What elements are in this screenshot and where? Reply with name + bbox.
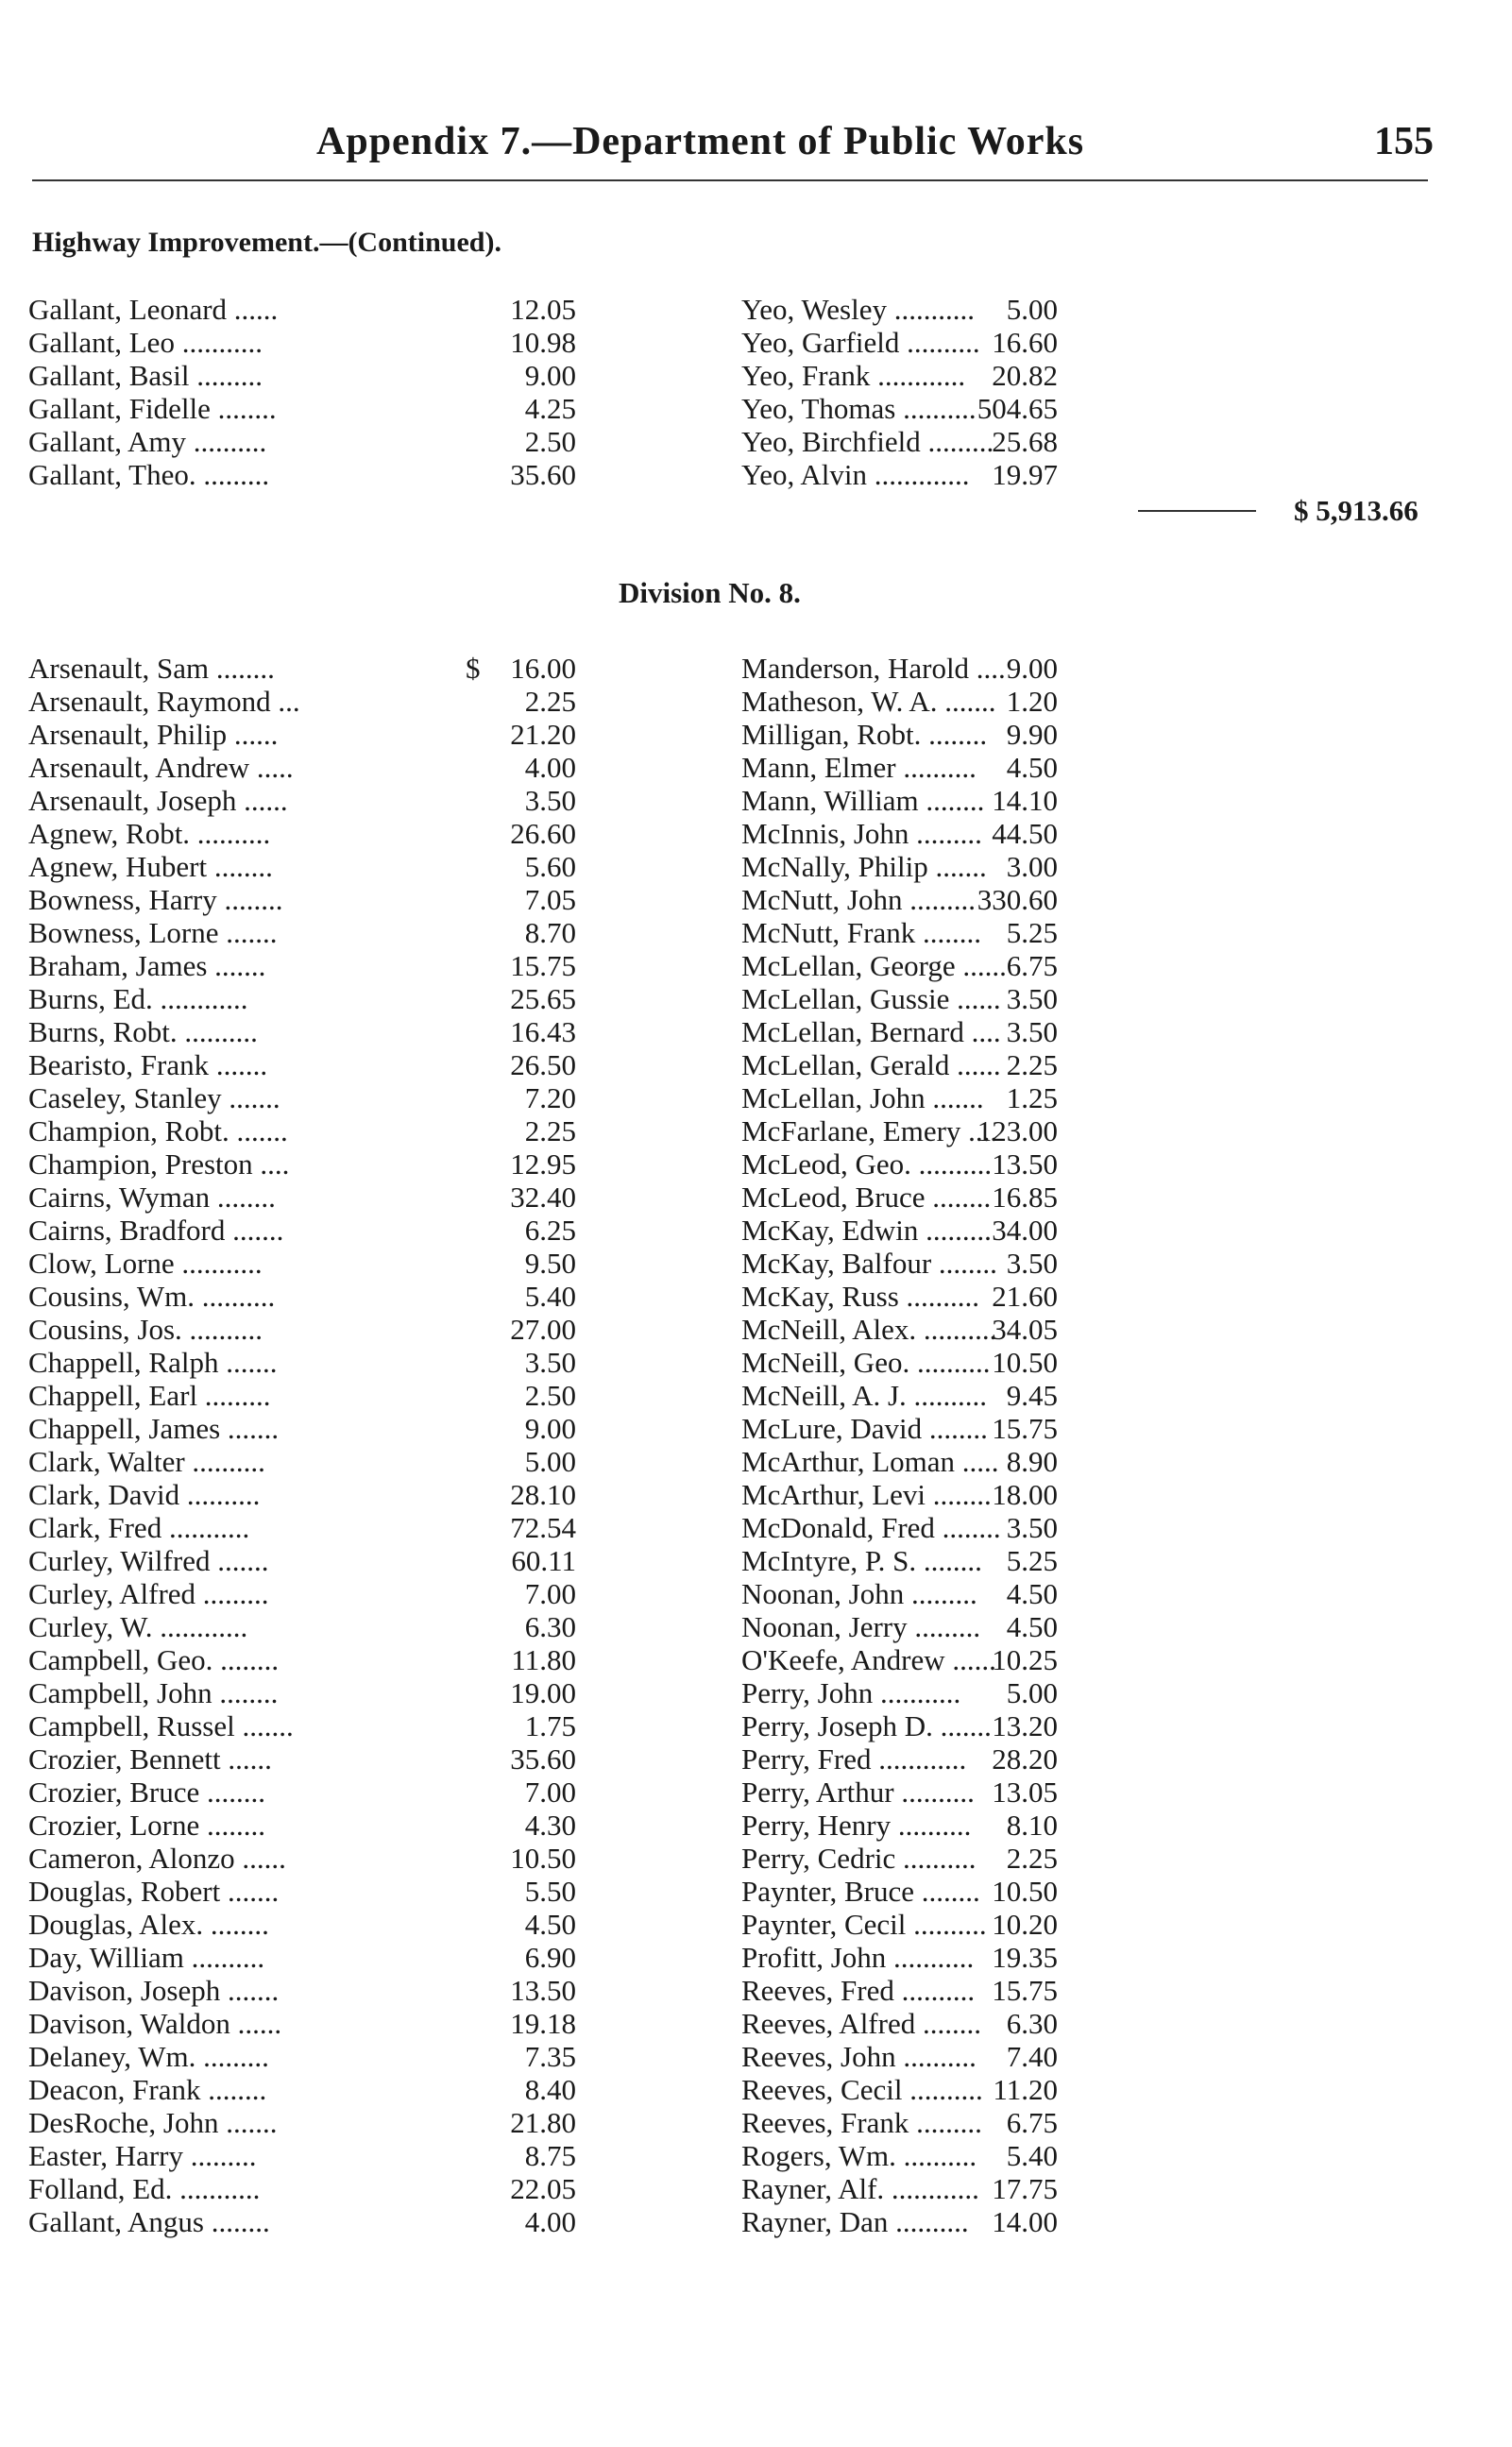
payee-name: Arsenault, Sam ........	[28, 652, 275, 685]
payee-amount: 2.25	[1006, 1048, 1058, 1081]
payee-amount: 7.00	[524, 1577, 576, 1610]
payee-name: Reeves, John ..........	[741, 2040, 977, 2073]
payee-amount: 28.20	[992, 1742, 1058, 1776]
dollar-sign: $	[466, 652, 481, 685]
payee-amount: 5.40	[524, 1280, 576, 1313]
payee-name: Matheson, W. A. .......	[741, 685, 996, 718]
payee-name: McKay, Russ ..........	[741, 1280, 980, 1313]
payee-amount: 6.90	[524, 1941, 576, 1974]
payee-name: Yeo, Wesley ...........	[741, 293, 975, 326]
payee-amount: 14.10	[992, 784, 1058, 817]
payee-amount: 9.00	[524, 1412, 576, 1445]
payee-name: Perry, Fred ............	[741, 1742, 967, 1776]
payee-amount: 12.05	[510, 293, 576, 326]
payee-amount: 35.60	[510, 458, 576, 491]
payee-amount: 13.20	[992, 1709, 1058, 1742]
payee-amount: 3.50	[524, 1346, 576, 1379]
payee-name: Burns, Robt. ..........	[28, 1015, 258, 1048]
payee-name: Gallant, Leonard ......	[28, 293, 279, 326]
payee-name: McLellan, Gussie ......	[741, 982, 1001, 1015]
payee-name: Crozier, Bruce ........	[28, 1776, 265, 1809]
payee-amount: 7.35	[524, 2040, 576, 2073]
payee-amount: 32.40	[510, 1181, 576, 1214]
payee-amount: 9.45	[1006, 1379, 1058, 1412]
payee-amount: 4.25	[524, 392, 576, 425]
payee-amount: 1.20	[1006, 685, 1058, 718]
payee-name: Curley, W. ............	[28, 1610, 248, 1643]
payee-name: McLeod, Bruce ........	[741, 1181, 992, 1214]
payee-name: Delaney, Wm. .........	[28, 2040, 269, 2073]
payee-name: Reeves, Frank .........	[741, 2106, 982, 2139]
payee-name: Gallant, Leo ...........	[28, 326, 263, 359]
payee-name: Noonan, John .........	[741, 1577, 977, 1610]
payee-name: McFarlane, Emery ....	[741, 1114, 998, 1147]
payee-name: Perry, John ...........	[741, 1676, 961, 1709]
payee-amount: 4.00	[524, 2205, 576, 2238]
payee-amount: 16.43	[510, 1015, 576, 1048]
payee-amount: 8.40	[524, 2073, 576, 2106]
payee-amount: 10.50	[992, 1875, 1058, 1908]
payee-name: Profitt, John ...........	[741, 1941, 975, 1974]
payee-name: McNeill, Alex. ..........	[741, 1313, 997, 1346]
payee-amount: 21.60	[992, 1280, 1058, 1313]
payee-name: Rogers, Wm. ..........	[741, 2139, 977, 2172]
payee-name: Yeo, Garfield ..........	[741, 326, 980, 359]
payee-name: Chappell, James .......	[28, 1412, 280, 1445]
payee-amount: 7.00	[524, 1776, 576, 1809]
payee-amount: 16.60	[992, 326, 1058, 359]
payee-amount: 6.75	[1006, 949, 1058, 982]
payee-amount: 28.10	[510, 1478, 576, 1511]
payee-name: McNutt, Frank ........	[741, 916, 982, 949]
payee-name: Cameron, Alonzo ......	[28, 1842, 286, 1875]
payee-amount: 3.50	[1006, 1511, 1058, 1544]
payee-amount: 9.50	[524, 1247, 576, 1280]
payee-amount: 8.90	[1006, 1445, 1058, 1478]
payee-amount: 26.50	[510, 1048, 576, 1081]
payee-name: Curley, Wilfred .......	[28, 1544, 269, 1577]
payee-amount: 4.50	[524, 1908, 576, 1941]
payee-name: Mann, William ........	[741, 784, 985, 817]
payee-amount: 504.65	[977, 392, 1058, 425]
payee-amount: 2.50	[524, 425, 576, 458]
payee-amount: 21.80	[510, 2106, 576, 2139]
payee-name: Manderson, Harold ....	[741, 652, 1006, 685]
payee-amount: 3.50	[1006, 1015, 1058, 1048]
payee-amount: 16.85	[992, 1181, 1058, 1214]
payee-amount: 27.00	[510, 1313, 576, 1346]
payee-name: McNeill, A. J. ..........	[741, 1379, 988, 1412]
payee-name: McNeill, Geo. ..........	[741, 1346, 991, 1379]
payee-name: Mann, Elmer ..........	[741, 751, 977, 784]
payee-name: Noonan, Jerry .........	[741, 1610, 981, 1643]
payee-name: Champion, Robt. .......	[28, 1114, 288, 1147]
payee-amount: 3.50	[1006, 1247, 1058, 1280]
payee-name: Davison, Joseph .......	[28, 1974, 280, 2007]
payee-amount: 4.00	[524, 751, 576, 784]
payee-name: McKay, Edwin .........	[741, 1214, 992, 1247]
payee-amount: 15.75	[510, 949, 576, 982]
payee-name: Cairns, Bradford .......	[28, 1214, 284, 1247]
payee-amount: 13.50	[992, 1147, 1058, 1181]
payee-name: Arsenault, Raymond ...	[28, 685, 300, 718]
payee-amount: 5.00	[524, 1445, 576, 1478]
payee-name: Agnew, Robt. ..........	[28, 817, 271, 850]
payee-amount: 10.20	[992, 1908, 1058, 1941]
payee-amount: 8.70	[524, 916, 576, 949]
payee-name: DesRoche, John .......	[28, 2106, 278, 2139]
payee-name: Cairns, Wyman ........	[28, 1181, 276, 1214]
payee-amount: 8.75	[524, 2139, 576, 2172]
payee-name: Campbell, Geo. ........	[28, 1643, 280, 1676]
payee-name: Rayner, Dan ..........	[741, 2205, 969, 2238]
payee-name: McLellan, John .......	[741, 1081, 984, 1114]
payee-name: Clark, Fred ...........	[28, 1511, 250, 1544]
payee-amount: 6.30	[524, 1610, 576, 1643]
payee-name: Douglas, Robert .......	[28, 1875, 280, 1908]
payee-amount: 14.00	[992, 2205, 1058, 2238]
payee-name: Braham, James .......	[28, 949, 266, 982]
payee-amount: 35.60	[510, 1742, 576, 1776]
payee-name: McLeod, Geo. ..........	[741, 1147, 993, 1181]
payee-amount: 5.50	[524, 1875, 576, 1908]
payee-name: Yeo, Frank ............	[741, 359, 966, 392]
payee-name: Deacon, Frank ........	[28, 2073, 267, 2106]
payee-name: Agnew, Hubert ........	[28, 850, 273, 883]
payee-name: Easter, Harry .........	[28, 2139, 257, 2172]
payee-amount: 330.60	[977, 883, 1058, 916]
payee-name: McNally, Philip .......	[741, 850, 987, 883]
payee-name: Chappell, Ralph .......	[28, 1346, 278, 1379]
payee-name: Yeo, Thomas ..........	[741, 392, 977, 425]
payee-amount: 19.35	[992, 1941, 1058, 1974]
payee-name: Reeves, Alfred ........	[741, 2007, 981, 2040]
header-divider	[32, 179, 1428, 181]
payee-amount: 10.25	[992, 1643, 1058, 1676]
payee-name: Clark, Walter ..........	[28, 1445, 265, 1478]
payee-amount: 5.00	[1006, 1676, 1058, 1709]
payee-name: Crozier, Bennett ......	[28, 1742, 272, 1776]
payee-amount: 4.50	[1006, 751, 1058, 784]
payee-name: Gallant, Amy ..........	[28, 425, 267, 458]
payee-name: McArthur, Loman .....	[741, 1445, 999, 1478]
payee-amount: 5.00	[1006, 293, 1058, 326]
payee-name: Clark, David ..........	[28, 1478, 261, 1511]
payee-amount: 19.18	[510, 2007, 576, 2040]
payee-amount: 26.60	[510, 817, 576, 850]
payee-amount: 25.65	[510, 982, 576, 1015]
payee-name: Gallant, Theo. .........	[28, 458, 270, 491]
payee-name: McLellan, Gerald ......	[741, 1048, 1001, 1081]
payee-name: Yeo, Alvin .............	[741, 458, 970, 491]
payee-name: Paynter, Cecil ..........	[741, 1908, 987, 1941]
payee-amount: 44.50	[992, 817, 1058, 850]
payee-amount: 19.97	[992, 458, 1058, 491]
payee-amount: 9.00	[524, 359, 576, 392]
payee-name: Arsenault, Joseph ......	[28, 784, 288, 817]
payee-name: Chappell, Earl .........	[28, 1379, 271, 1412]
division-heading: Division No. 8.	[619, 576, 801, 609]
payee-amount: 6.75	[1006, 2106, 1058, 2139]
payee-amount: 8.10	[1006, 1809, 1058, 1842]
payee-name: Bowness, Lorne .......	[28, 916, 278, 949]
payee-name: McLure, David ........	[741, 1412, 988, 1445]
payee-name: Arsenault, Andrew .....	[28, 751, 294, 784]
payee-name: Milligan, Robt. ........	[741, 718, 988, 751]
subtotal-rule	[1138, 510, 1256, 512]
payee-name: Davison, Waldon ......	[28, 2007, 282, 2040]
payee-amount: 123.00	[977, 1114, 1058, 1147]
payee-amount: 2.25	[524, 685, 576, 718]
payee-name: McKay, Balfour ........	[741, 1247, 997, 1280]
payee-name: Campbell, John ........	[28, 1676, 279, 1709]
payee-name: McNutt, John .........	[741, 883, 976, 916]
payee-amount: 15.75	[992, 1412, 1058, 1445]
payee-name: O'Keefe, Andrew ......	[741, 1643, 996, 1676]
payee-name: Curley, Alfred .........	[28, 1577, 269, 1610]
payee-amount: 19.00	[510, 1676, 576, 1709]
payee-amount: 25.68	[992, 425, 1058, 458]
payee-name: Gallant, Fidelle ........	[28, 392, 277, 425]
payee-name: Champion, Preston ....	[28, 1147, 290, 1181]
payee-amount: 72.54	[510, 1511, 576, 1544]
payee-name: Douglas, Alex. ........	[28, 1908, 269, 1941]
payee-amount: 2.25	[524, 1114, 576, 1147]
payee-name: Caseley, Stanley .......	[28, 1081, 280, 1114]
payee-amount: 18.00	[992, 1478, 1058, 1511]
page-number: 155	[1374, 120, 1434, 163]
payee-name: Cousins, Jos. ..........	[28, 1313, 263, 1346]
payee-amount: 21.20	[510, 718, 576, 751]
payee-name: Gallant, Angus ........	[28, 2205, 270, 2238]
payee-amount: 5.25	[1006, 916, 1058, 949]
payee-name: McDonald, Fred ........	[741, 1511, 1001, 1544]
payee-name: Gallant, Basil .........	[28, 359, 263, 392]
payee-amount: 9.90	[1006, 718, 1058, 751]
payee-name: Campbell, Russel .......	[28, 1709, 294, 1742]
payee-amount: 13.05	[992, 1776, 1058, 1809]
payee-amount: 7.40	[1006, 2040, 1058, 2073]
payee-amount: 34.05	[992, 1313, 1058, 1346]
payee-amount: 7.05	[524, 883, 576, 916]
payee-name: McArthur, Levi ........	[741, 1478, 992, 1511]
payee-amount: 60.11	[511, 1544, 576, 1577]
payee-name: Reeves, Fred ..........	[741, 1974, 976, 2007]
payee-amount: 10.98	[510, 326, 576, 359]
payee-name: Reeves, Cecil ..........	[741, 2073, 983, 2106]
payee-name: Paynter, Bruce ........	[741, 1875, 980, 1908]
payee-name: Rayner, Alf. ............	[741, 2172, 979, 2205]
payee-name: McInnis, John .........	[741, 817, 982, 850]
payee-amount: 3.00	[1006, 850, 1058, 883]
payee-amount: 4.30	[524, 1809, 576, 1842]
payee-amount: 2.25	[1006, 1842, 1058, 1875]
payee-amount: 4.50	[1006, 1577, 1058, 1610]
payee-amount: 17.75	[992, 2172, 1058, 2205]
payee-amount: 6.25	[524, 1214, 576, 1247]
payee-name: Perry, Joseph D. .......	[741, 1709, 992, 1742]
payee-amount: 1.75	[524, 1709, 576, 1742]
payee-amount: 5.60	[524, 850, 576, 883]
payee-name: Bowness, Harry ........	[28, 883, 283, 916]
payee-name: Crozier, Lorne ........	[28, 1809, 265, 1842]
section-heading: Highway Improvement.—(Continued).	[32, 227, 501, 258]
payee-name: Perry, Arthur ..........	[741, 1776, 975, 1809]
payee-name: Cousins, Wm. ..........	[28, 1280, 276, 1313]
payee-name: Clow, Lorne ...........	[28, 1247, 263, 1280]
payee-amount: 7.20	[524, 1081, 576, 1114]
payee-amount: 12.95	[510, 1147, 576, 1181]
payee-amount: 4.50	[1006, 1610, 1058, 1643]
payee-amount: 11.20	[993, 2073, 1058, 2106]
payee-name: Burns, Ed. ............	[28, 982, 248, 1015]
payee-amount: 10.50	[992, 1346, 1058, 1379]
payee-amount: 2.50	[524, 1379, 576, 1412]
payee-amount: 34.00	[992, 1214, 1058, 1247]
payee-amount: 1.25	[1006, 1081, 1058, 1114]
payee-name: McLellan, Bernard ....	[741, 1015, 1001, 1048]
payee-amount: 5.40	[1006, 2139, 1058, 2172]
payee-amount: 22.05	[510, 2172, 576, 2205]
payee-name: Yeo, Birchfield .........	[741, 425, 994, 458]
payee-name: McIntyre, P. S. ........	[741, 1544, 982, 1577]
payee-amount: 6.30	[1006, 2007, 1058, 2040]
payee-amount: 9.00	[1006, 652, 1058, 685]
page-title: Appendix 7.—Department of Public Works	[316, 120, 1085, 163]
payee-amount: 5.25	[1006, 1544, 1058, 1577]
section-total: $ 5,913.66	[1294, 494, 1419, 527]
payee-amount: 11.80	[511, 1643, 576, 1676]
payee-name: Bearisto, Frank .......	[28, 1048, 268, 1081]
payee-amount: 10.50	[510, 1842, 576, 1875]
payee-name: Arsenault, Philip ......	[28, 718, 279, 751]
payee-amount: 3.50	[1006, 982, 1058, 1015]
payee-name: McLellan, George ......	[741, 949, 1007, 982]
payee-name: Folland, Ed. ...........	[28, 2172, 261, 2205]
payee-name: Perry, Cedric ..........	[741, 1842, 977, 1875]
payee-amount: 15.75	[992, 1974, 1058, 2007]
payee-amount: 16.00	[510, 652, 576, 685]
payee-amount: 20.82	[992, 359, 1058, 392]
payee-amount: 3.50	[524, 784, 576, 817]
payee-name: Perry, Henry ..........	[741, 1809, 972, 1842]
payee-name: Day, William ..........	[28, 1941, 265, 1974]
payee-amount: 13.50	[510, 1974, 576, 2007]
